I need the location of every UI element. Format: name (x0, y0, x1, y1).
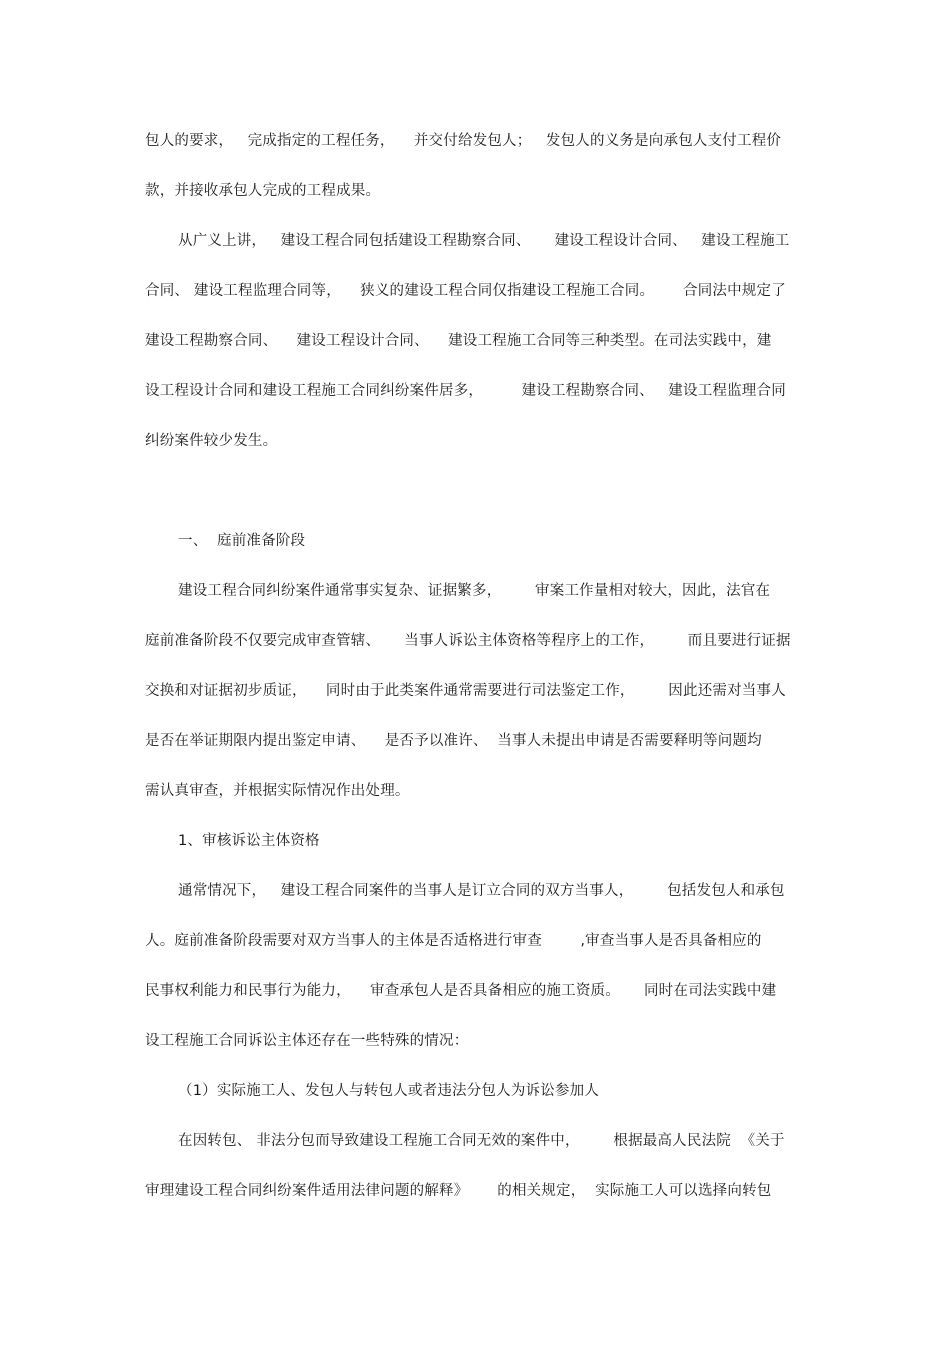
text-line: 人。庭前准备阶段需要对双方当事人的主体是否适格进行审查 ,审查当事人是否具备相应的 (145, 933, 762, 949)
text-line: 需认真审查，并根据实际情况作出处理。 (145, 783, 410, 799)
text-line: 交换和对证据初步质证， 同时由于此类案件通常需要进行司法鉴定工作， 因此还需对当事人 (145, 683, 786, 699)
subsection-heading: 1、审核诉讼主体资格 (178, 833, 320, 849)
text-line: 设工程施工合同诉讼主体还存在一些特殊的情况： (145, 1033, 469, 1049)
text-line: 在因转包、 非法分包而导致建设工程施工合同无效的案件中， 根据最高人民法院 《关于 (178, 1133, 785, 1149)
section-heading: 一、 庭前准备阶段 (178, 533, 306, 549)
text-line: 设工程设计合同和建设工程施工合同纠纷案件居多， 建设工程勘察合同、 建设工程监理合同 (145, 383, 786, 399)
text-line: 通常情况下， 建设工程合同案件的当事人是订立合同的双方当事人， 包括发包人和承包 (178, 883, 785, 899)
text-line: 民事权利能力和民事行为能力， 审查承包人是否具备相应的施工资质。 同时在司法实践中建 (145, 983, 777, 999)
text-line: 建设工程勘察合同、 建设工程设计合同、 建设工程施工合同等三种类型。在司法实践中，建 (145, 333, 772, 349)
text-line: 从广义上讲， 建设工程合同包括建设工程勘察合同、 建设工程设计合同、 建设工程施工 (178, 233, 790, 249)
text-line: 是否在举证期限内提出鉴定申请、 是否予以准许、 当事人未提出申请是否需要释明等问题均 (145, 733, 762, 749)
text-line: 款，并接收承包人完成的工程成果。 (145, 183, 381, 199)
text-line: 庭前准备阶段不仅要完成审查管辖、 当事人诉讼主体资格等程序上的工作， 而且要进行证据 (145, 633, 791, 649)
text-line: 建设工程合同纠纷案件通常事实复杂、证据繁多， 审案工作量相对较大，因此，法官在 (178, 583, 771, 599)
item-heading: （1）实际施工人、发包人与转包人或者违法分包人为诉讼参加人 (178, 1083, 600, 1099)
text-line: 合同、 建设工程监理合同等， 狭义的建设工程合同仅指建设工程施工合同。 合同法中规定了 (145, 283, 786, 299)
text-line: 包人的要求， 完成指定的工程任务， 并交付给发包人； 发包人的义务是向承包人支付工程价 (145, 133, 782, 149)
text-line: 审理建设工程合同纠纷案件适用法律问题的解释》 的相关规定， 实际施工人可以选择向转包 (145, 1183, 772, 1199)
text-line: 纠纷案件较少发生。 (145, 433, 278, 449)
